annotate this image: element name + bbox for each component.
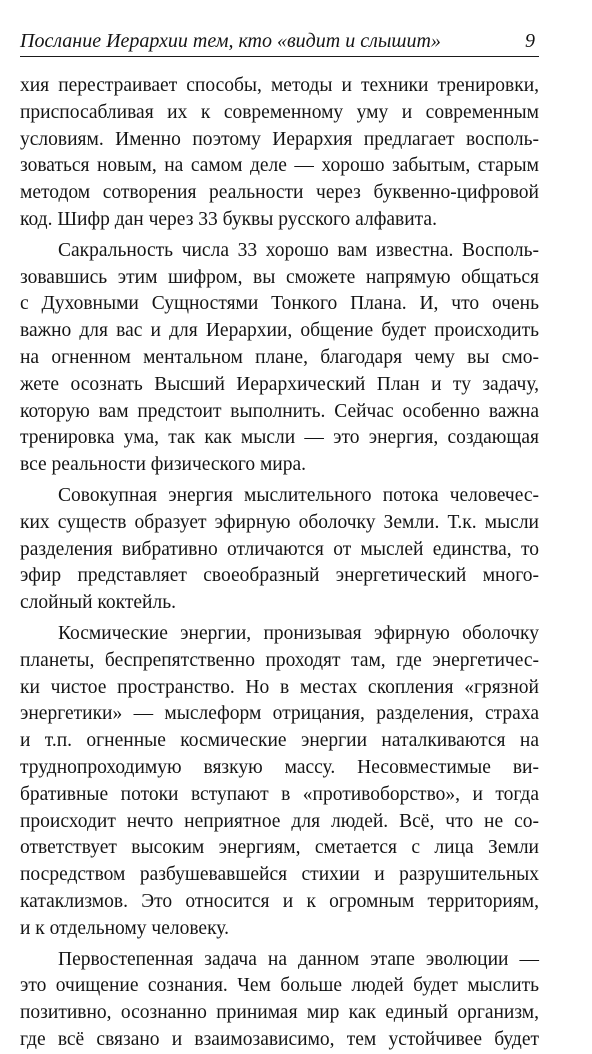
text-line: энергетики» — мыслеформ отрицания, разделения, страха [20,703,539,725]
text-line: происходит нечто неприятное для людей. Всё, что не со- [20,810,539,832]
text-line: приспосабливая их к современному уму и современным [20,101,539,123]
text-line: зовавшись этим шифром, вы сможете напрямую общаться [20,266,539,288]
text-line: Первостепенная задача на данном этапе эволюции — [58,948,539,970]
text-line: посредством разбушевавшейся стихии и разрушительных [20,864,539,886]
text-line: код. Шифр дан через 33 буквы русского алфавита. [20,208,437,230]
text-line: ких существ образует эфирную оболочку Земли. Т.к. мысли [20,511,539,533]
text-line: Совокупная энергия мыслительного потока человечес- [58,484,539,506]
text-line: бративные потоки вступают в «противоборство», и тогда [20,783,539,805]
paragraph [20,947,539,1054]
text-line: тренировка ума, так как мысли — это энергия, создающая [20,427,539,449]
text-line: методом сотворения реальности через буквенно-цифровой [20,182,539,204]
body-text [20,73,539,1054]
paragraph [20,73,539,234]
text-line: позитивно, осознанно принимая мир как единый организм, [20,1002,539,1024]
text-line: катаклизмов. Это относится и к огромным территориям, [20,890,539,912]
text-line: слойный коктейль. [20,592,176,614]
text-line: условиям. Именно поэтому Иерархия предлагает восполь- [20,128,539,150]
text-line: зоваться новым, на самом деле — хорошо забытым, старым [20,155,539,177]
text-line: жете осознать Высший Иерархический План и ту задачу, [20,373,539,395]
header-title: Послание Иерархии тем, кто «видит и слышит» [20,30,441,52]
text-line: планеты, беспрепятственно проходят там, где энергетичес- [20,649,539,671]
text-line: с Духовными Сущностями Тонкого Плана. И, что очень [20,293,539,315]
text-line: и к отдельному человеку. [20,917,229,939]
text-line: это очищение сознания. Чем больше людей будет мыслить [20,975,539,997]
text-line: ответствует высоким энергиям, сметается с лица Земли [20,837,539,859]
page-number: 9 [525,30,535,52]
running-header [20,30,539,57]
text-line: которую вам предстоит выполнить. Сейчас особенно важна [20,400,539,422]
text-line: эфир представляет своеобразный энергетический много- [20,565,539,587]
text-line: ки чистое пространство. Но в местах скопления «грязной [20,676,539,698]
text-line: важно для вас и для Иерархии, общение будет происходить [20,320,539,342]
text-line: разделения вибративно отличаются от мыслей единства, то [20,538,539,560]
paragraph [20,621,539,943]
text-line: Сакральность числа 33 хорошо вам известна. Восполь- [58,239,539,261]
text-line: где всё связано и взаимозависимо, тем устойчивее будет [20,1028,539,1050]
text-line: на огненном ментальном плане, благодаря чему вы смо- [20,346,539,368]
paragraph [20,238,539,479]
text-line: Космические энергии, пронизывая эфирную оболочку [58,622,539,644]
paragraph [20,483,539,617]
text-line: хия перестраивает способы, методы и техники тренировки, [20,75,539,96]
text-line: все реальности физического мира. [20,454,307,476]
text-line: труднопроходимую вязкую массу. Несовместимые ви- [20,756,539,778]
text-line: и т.п. огненные космические энергии наталкиваются на [20,730,539,752]
